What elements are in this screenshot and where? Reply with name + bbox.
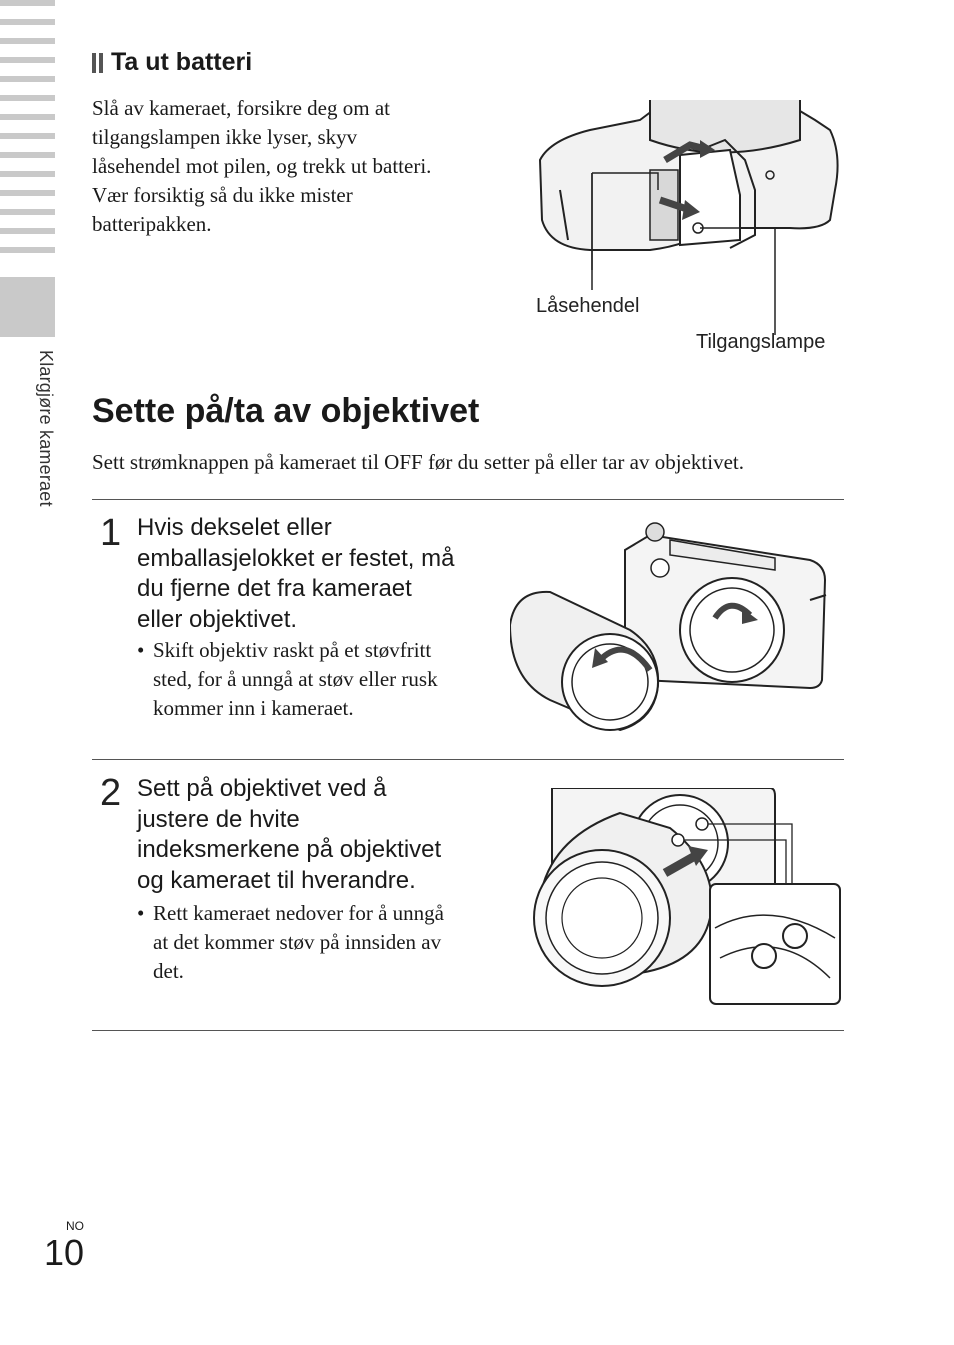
divider xyxy=(92,1030,844,1031)
lens-section-heading: Sette på/ta av objektivet xyxy=(92,392,480,430)
side-tab-stripes xyxy=(0,0,55,268)
side-tab-marker xyxy=(0,277,55,337)
callout-access-lamp: Tilgangslampe xyxy=(696,331,826,353)
lens-mount-illustration xyxy=(530,788,842,1008)
callout-lines xyxy=(580,160,800,360)
step-2-bullet: • Rett kameraet nedover for å unngå at det kommer støv på innsiden av det. xyxy=(137,901,444,983)
subheading-marker-icon xyxy=(92,53,105,73)
step-1-number: 1 xyxy=(100,512,122,554)
step-1-bullet: • Skift objektiv raskt på et støvfritt sted, for å unngå at støv eller rusk kommer inn i kameraet. xyxy=(137,638,438,720)
page-number: 10 xyxy=(44,1232,85,1273)
divider xyxy=(92,499,844,500)
cap-removal-illustration xyxy=(510,520,830,740)
lens-section-intro: Sett strømknappen på kameraet til OFF før du setter på eller tar av objektivet. xyxy=(92,450,744,474)
step-2-text: Sett på objektivet ved å justere de hvite indeksmerkene på objektivet og kameraet til hverandre. xyxy=(137,775,442,894)
divider xyxy=(92,759,844,760)
remove-battery-heading: Ta ut batteri xyxy=(92,48,252,77)
callout-lock-lever: Låsehendel xyxy=(536,295,640,317)
remove-battery-body: Slå av kameraet, forsikre deg om at tilgangslampen ikke lyser, skyv låsehendel mot pilen, og trekk ut batteri. Vær forsiktig så du ikke mister batteripakken. xyxy=(92,96,432,236)
side-tab-label: Klargjøre kameraet xyxy=(36,350,56,507)
step-1-text: Hvis dekselet eller emballasjelokket er festet, må du fjerne det fra kameraet eller objektivet. xyxy=(137,514,455,633)
language-code: NO xyxy=(66,1219,84,1233)
step-2-number: 2 xyxy=(100,772,122,814)
